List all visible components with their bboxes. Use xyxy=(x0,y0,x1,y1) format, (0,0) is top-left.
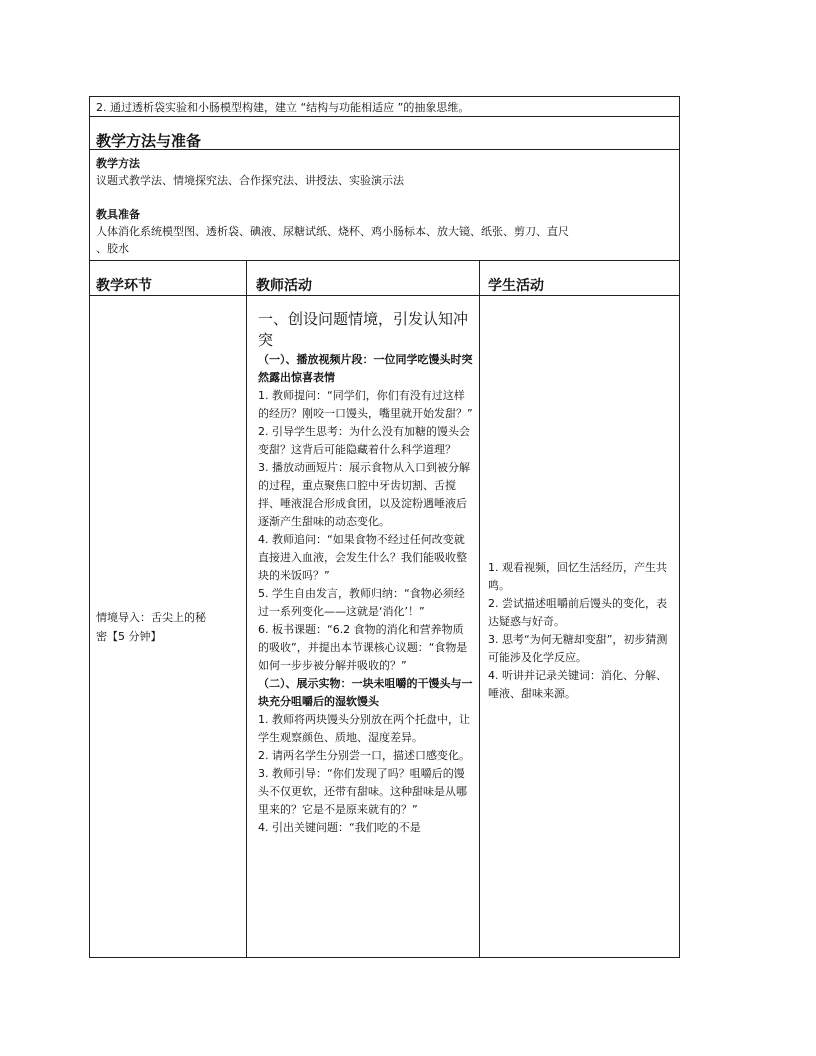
teacher-item: 3. 播放动画短片：展示食物从入口到被分解的过程，重点聚焦口腔中牙齿切割、舌搅拌、唾液混合形成食团，以及淀粉遇唾液后逐渐产生甜味的动态变化。 xyxy=(258,461,470,528)
student-activities xyxy=(488,559,670,703)
tools-text-line1: 人体消化系统模型图、透析袋、碘液、尿糖试纸、烧杯、鸡小肠标本、放大镜、纸张、剪刀、直尺 xyxy=(96,225,569,238)
row-divider xyxy=(90,260,679,261)
methods-label: 教学方法 xyxy=(96,157,140,170)
teacher-item: 4. 教师追问：“如果食物不经过任何改变就直接进入血液，会发生什么？我们能吸收整块的米饭吗？” xyxy=(258,533,467,582)
student-item: 2. 尝试描述咀嚼前后馒头的变化，表达疑惑与好奇。 xyxy=(488,597,667,628)
stage-line2: 密【5 分钟】 xyxy=(96,630,162,643)
teacher-item: 5. 学生自由发言，教师归纳：“食物必须经过一系列变化——这就是‘消化’！” xyxy=(258,587,465,618)
header-teacher: 教师活动 xyxy=(256,278,312,294)
teacher-item: 4. 引出关键问题：“我们吃的不是 xyxy=(258,821,421,834)
stage-line1: 情境导入：舌尖上的秘 xyxy=(96,611,206,624)
row-divider xyxy=(90,116,679,117)
header-student: 学生活动 xyxy=(488,278,544,294)
student-item: 1. 观看视频，回忆生活经历，产生共鸣。 xyxy=(488,561,667,592)
methods-text: 议题式教学法、情境探究法、合作探究法、讲授法、实验演示法 xyxy=(96,174,404,187)
row-divider xyxy=(90,295,679,296)
teacher-item: 1. 教师将两块馒头分别放在两个托盘中，让学生观察颜色、质地、湿度差异。 xyxy=(258,713,470,744)
student-item: 3. 思考“为何无糖却变甜”，初步猜测可能涉及化学反应。 xyxy=(488,633,668,664)
column-divider xyxy=(246,260,247,957)
teacher-activities xyxy=(258,351,474,955)
teacher-item: 1. 教师提问：“同学们，你们有没有过这样的经历？刚咬一口馒头，嘴里就开始发甜？” xyxy=(258,389,473,420)
teacher-part2-title: （二）、展示实物：一块未咀嚼的干馒头与一块充分咀嚼后的湿软馒头 xyxy=(258,677,473,708)
tools-label: 教具准备 xyxy=(96,208,140,221)
tools-text-line2: 、胶水 xyxy=(96,242,129,255)
lesson-plan-table xyxy=(89,96,680,958)
student-item: 4. 听讲并记录关键词：消化、分解、唾液、甜味来源。 xyxy=(488,669,667,700)
teacher-item: 3. 教师引导：“你们发现了吗？咀嚼后的馒头不仅更软，还带有甜味。这种甜味是从哪里来的？它是不是原来就有的？” xyxy=(258,767,467,816)
objective-text: 2. 通过透析袋实验和小肠模型构建，建立 “结构与功能相适应 ”的抽象思维。 xyxy=(96,101,470,114)
column-divider xyxy=(479,260,480,957)
section-title: 教学方法与准备 xyxy=(96,132,202,150)
teacher-part1-title: （一）、播放视频片段：一位同学吃馒头时突然露出惊喜表情 xyxy=(258,353,473,384)
header-stage: 教学环节 xyxy=(96,278,152,294)
teacher-item: 6. 板书课题：“6.2 食物的消化和营养物质的吸收”，并提出本节课核心议题：“食物是如何一步步被分解并吸收的？” xyxy=(258,623,468,672)
teacher-heading: 一、创设问题情境，引发认知冲突 xyxy=(258,310,469,349)
teacher-item: 2. 请两名学生分别尝一口，描述口感变化。 xyxy=(258,749,470,762)
teacher-item: 2. 引导学生思考：为什么没有加糖的馒头会变甜？这背后可能隐藏着什么科学道理？ xyxy=(258,425,470,456)
